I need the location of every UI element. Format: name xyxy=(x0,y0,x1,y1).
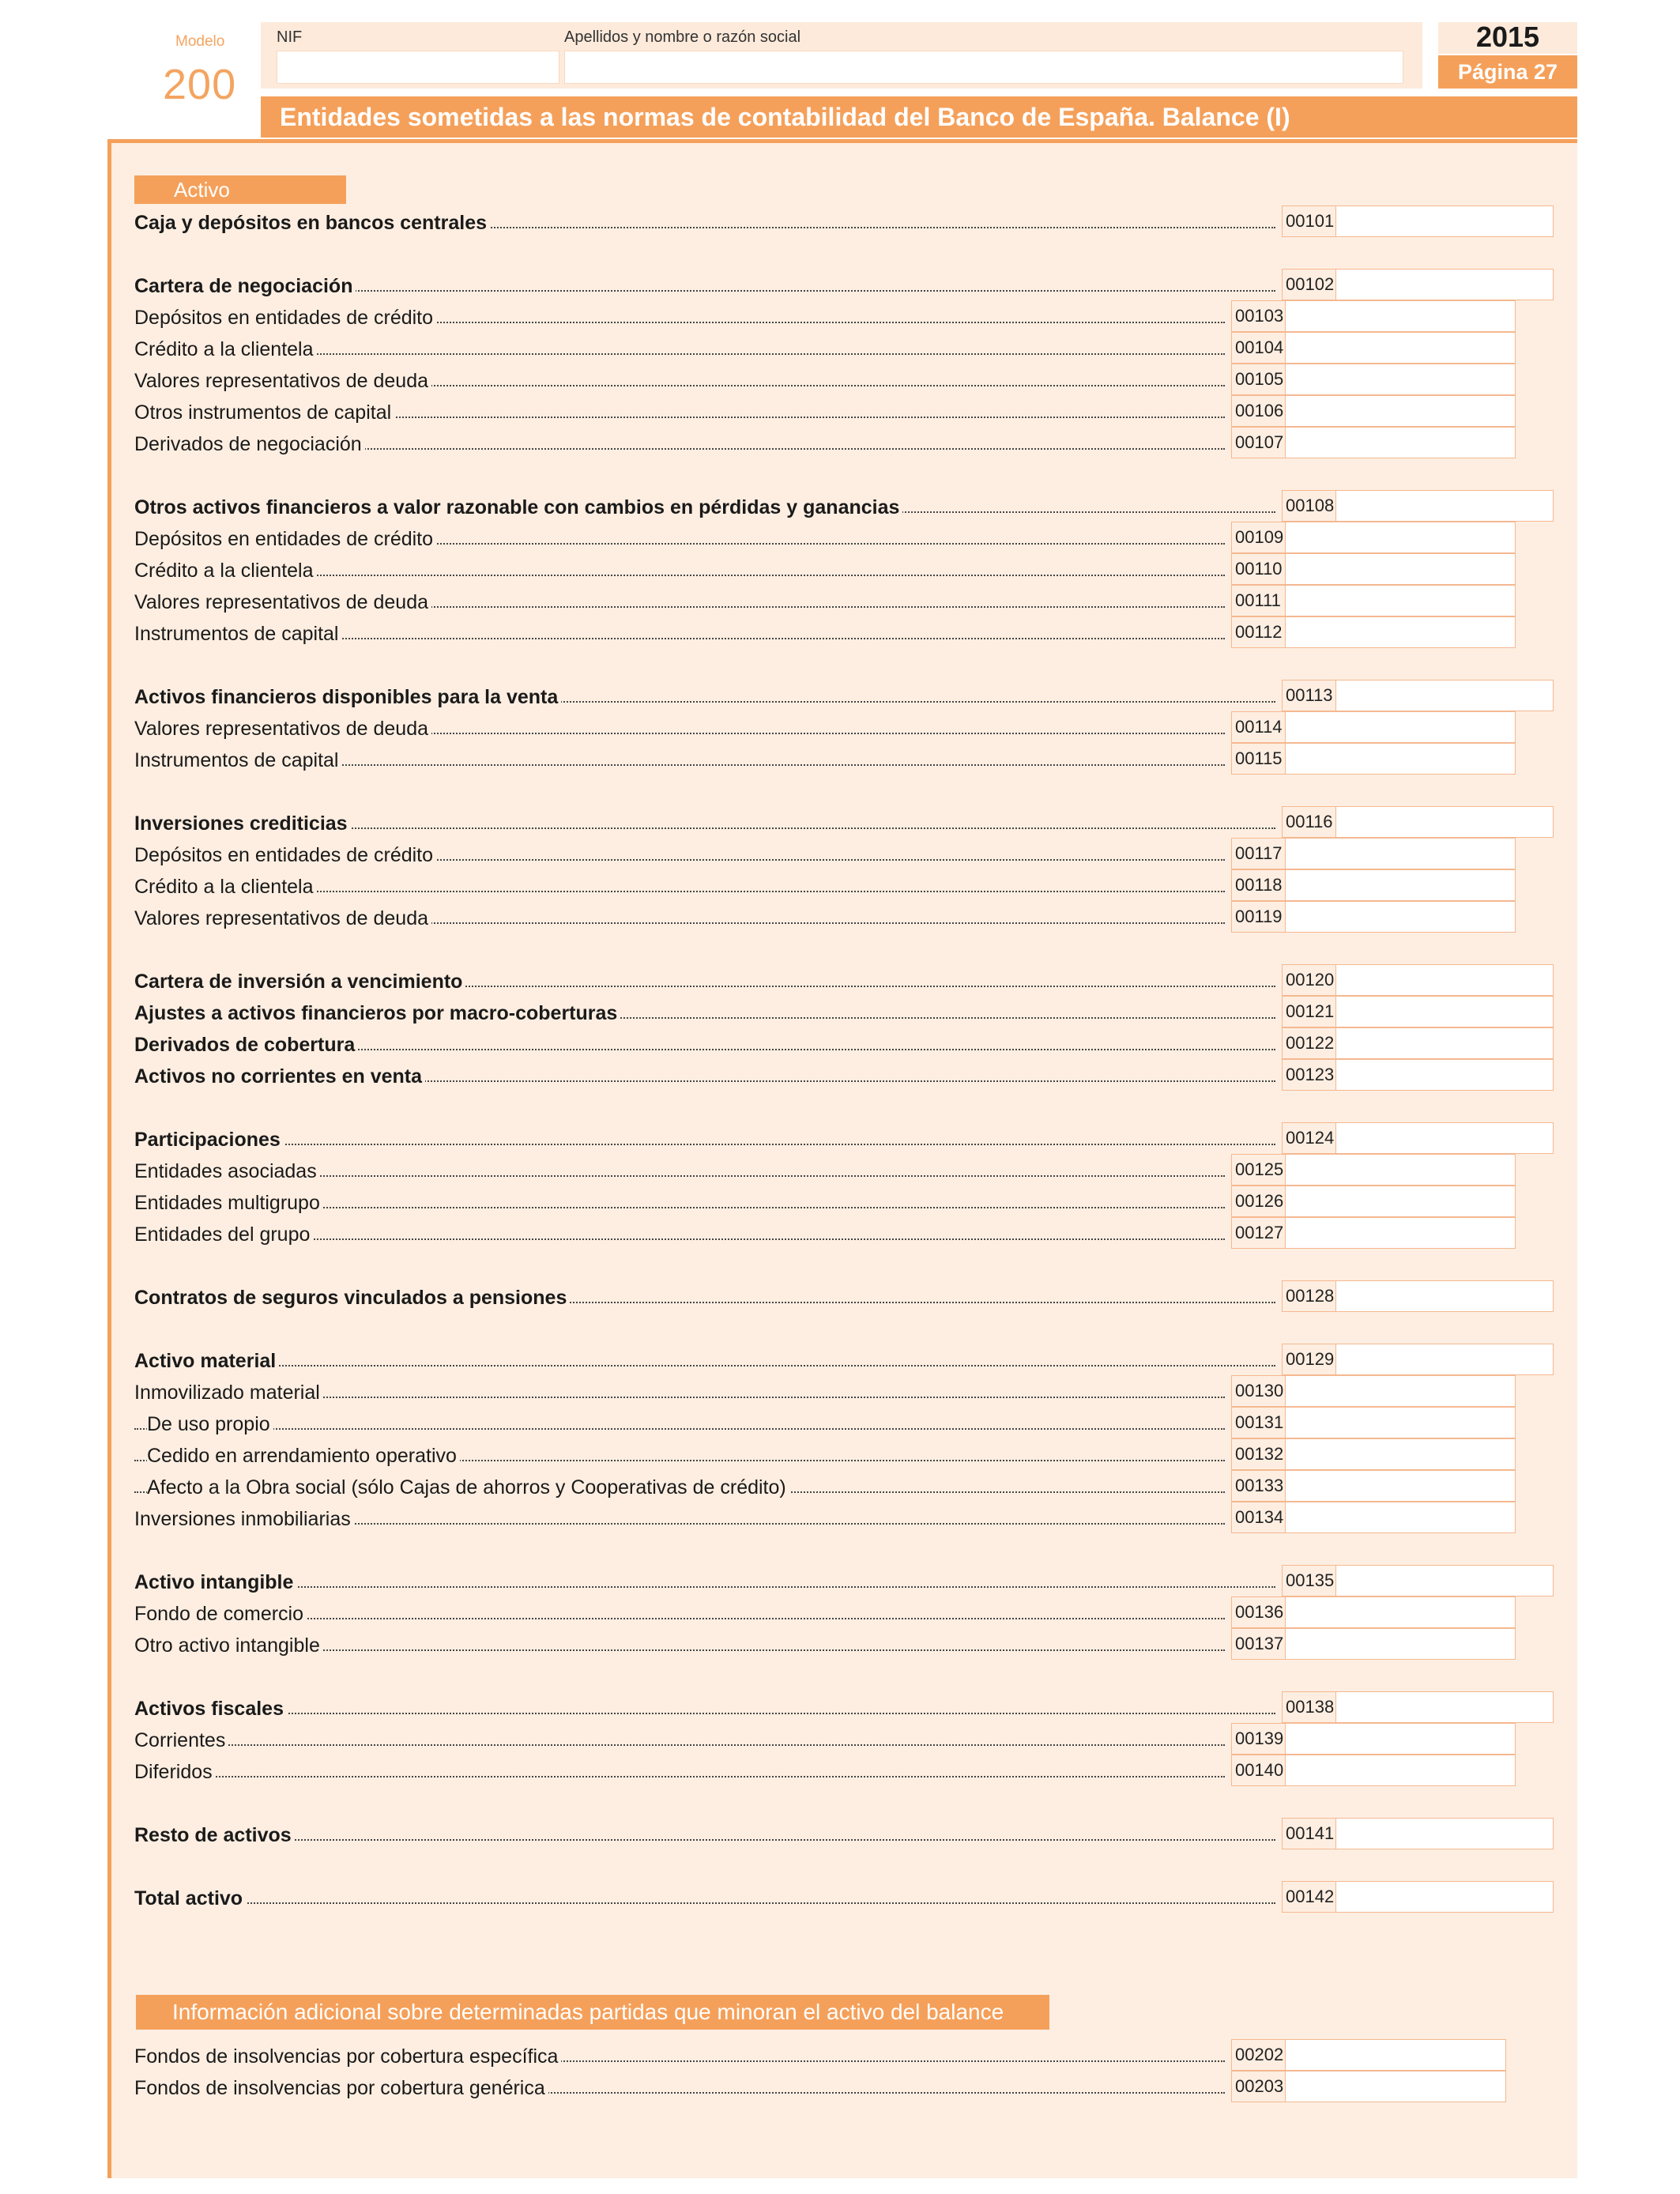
form-row xyxy=(134,714,1225,745)
form-row xyxy=(134,1062,1275,1092)
row-label: Otro activo intangible xyxy=(134,1634,323,1657)
name-label: Apellidos y nombre o razón social xyxy=(564,28,801,46)
row-label: Cartera de negociación xyxy=(134,275,356,298)
field-code: 00108 xyxy=(1283,491,1336,521)
amount-field[interactable] xyxy=(1282,680,1554,711)
form-row xyxy=(134,809,1275,839)
field-code: 00128 xyxy=(1283,1281,1336,1311)
amount-field[interactable] xyxy=(1282,996,1554,1027)
amount-field[interactable] xyxy=(1282,1344,1554,1375)
form-row xyxy=(134,1031,1275,1061)
amount-field[interactable] xyxy=(1231,1375,1516,1407)
field-code: 00127 xyxy=(1232,1218,1286,1248)
form-row xyxy=(134,683,1275,713)
row-label: Resto de activos xyxy=(134,1824,295,1847)
leader-dots xyxy=(134,1901,1275,1904)
form-row xyxy=(134,367,1225,397)
amount-field[interactable] xyxy=(1231,1723,1516,1755)
form-row xyxy=(134,1125,1275,1155)
amount-field[interactable] xyxy=(1231,711,1516,743)
field-code: 00121 xyxy=(1283,997,1336,1027)
field-code: 00103 xyxy=(1232,301,1286,331)
amount-field[interactable] xyxy=(1231,2071,1506,2102)
row-label: Valores representativos de deuda xyxy=(134,907,431,930)
amount-field[interactable] xyxy=(1282,205,1554,237)
field-code: 00131 xyxy=(1232,1408,1286,1438)
field-code: 00124 xyxy=(1283,1123,1336,1153)
leader-dots xyxy=(134,1427,1225,1430)
field-code: 00202 xyxy=(1232,2040,1286,2070)
row-label: Depósitos en entidades de crédito xyxy=(134,307,436,330)
amount-field[interactable] xyxy=(1282,490,1554,522)
form-row xyxy=(134,1473,1225,1503)
field-code: 00109 xyxy=(1232,522,1286,552)
form-row xyxy=(134,1695,1275,1725)
amount-field[interactable] xyxy=(1231,395,1516,427)
form-row xyxy=(134,746,1225,776)
amount-field[interactable] xyxy=(1231,1596,1516,1628)
row-label: Activos fiscales xyxy=(134,1698,287,1721)
row-label: Fondos de insolvencias por cobertura específica xyxy=(134,2045,561,2068)
amount-field[interactable] xyxy=(1231,427,1516,458)
row-label: Instrumentos de capital xyxy=(134,749,341,772)
amount-field[interactable] xyxy=(1282,1027,1554,1059)
row-label: Crédito a la clientela xyxy=(134,876,317,899)
form-row xyxy=(134,1568,1275,1598)
row-label: Depósitos en entidades de crédito xyxy=(134,528,436,551)
amount-field[interactable] xyxy=(1231,1438,1516,1470)
amount-field[interactable] xyxy=(1282,269,1554,300)
row-label: Activo intangible xyxy=(134,1571,296,1594)
amount-field[interactable] xyxy=(1231,1755,1516,1786)
form-row xyxy=(134,2074,1225,2104)
field-code: 00134 xyxy=(1232,1502,1286,1532)
amount-field[interactable] xyxy=(1231,585,1516,616)
form-row xyxy=(134,209,1275,239)
row-label: Inmovilizado material xyxy=(134,1382,323,1404)
form-row xyxy=(134,1505,1225,1535)
row-label: Crédito a la clientela xyxy=(134,338,317,361)
section-info: Información adicional sobre determinadas partidas que minoran el activo del balance xyxy=(136,1995,1049,2030)
field-code: 00126 xyxy=(1232,1186,1286,1216)
row-label: Total activo xyxy=(134,1887,246,1910)
form-row xyxy=(134,588,1225,618)
row-label: Valores representativos de deuda xyxy=(134,718,431,741)
amount-field[interactable] xyxy=(1231,838,1516,869)
form-row xyxy=(134,873,1225,903)
section-activo: Activo xyxy=(134,175,346,204)
form-row xyxy=(134,1442,1225,1472)
form-row xyxy=(134,904,1225,934)
row-label: Activos financieros disponibles para la venta xyxy=(134,686,561,709)
row-label: Entidades asociadas xyxy=(134,1160,320,1183)
nif-input[interactable] xyxy=(277,51,559,84)
field-code: 00101 xyxy=(1283,206,1336,236)
leader-dots xyxy=(134,1711,1275,1714)
amount-field[interactable] xyxy=(1231,1186,1516,1217)
row-label: Entidades multigrupo xyxy=(134,1192,323,1215)
form-row xyxy=(134,430,1225,460)
row-label: Entidades del grupo xyxy=(134,1223,313,1246)
field-code: 00114 xyxy=(1232,712,1286,742)
field-code: 00110 xyxy=(1232,554,1286,584)
amount-field[interactable] xyxy=(1231,522,1516,553)
row-label: Depósitos en entidades de crédito xyxy=(134,844,436,867)
amount-field[interactable] xyxy=(1231,1154,1516,1186)
row-label: Diferidos xyxy=(134,1761,216,1784)
field-code: 00116 xyxy=(1283,807,1336,837)
row-label: Inversiones crediticias xyxy=(134,812,351,835)
leader-dots xyxy=(134,1142,1275,1145)
leader-dots xyxy=(134,1585,1275,1588)
field-code: 00102 xyxy=(1283,270,1336,300)
row-label: Inversiones inmobiliarias xyxy=(134,1508,354,1531)
name-input[interactable] xyxy=(564,51,1403,84)
form-row xyxy=(134,398,1225,428)
page-number: Página 27 xyxy=(1438,55,1577,89)
field-code: 00136 xyxy=(1232,1597,1286,1627)
row-label: Otros activos financieros a valor razonable con cambios en pérdidas y ganancias xyxy=(134,496,902,519)
form-row xyxy=(134,335,1225,365)
field-code: 00119 xyxy=(1232,902,1286,932)
nif-label: NIF xyxy=(277,28,303,46)
form-row xyxy=(134,1347,1275,1377)
amount-field[interactable] xyxy=(1231,364,1516,395)
row-label: Cedido en arrendamiento operativo xyxy=(147,1445,460,1468)
form-row xyxy=(134,1600,1225,1630)
amount-field[interactable] xyxy=(1282,1059,1554,1091)
field-code: 00111 xyxy=(1232,586,1286,616)
page-title: Entidades sometidas a las normas de contabilidad del Banco de España. Balance (I) xyxy=(261,96,1577,138)
amount-field[interactable] xyxy=(1231,1502,1516,1533)
form-row xyxy=(134,493,1275,523)
modelo-number: 200 xyxy=(163,61,237,108)
form-row xyxy=(134,1378,1225,1408)
row-label: De uso propio xyxy=(147,1413,273,1436)
amount-field[interactable] xyxy=(1282,1122,1554,1154)
field-code: 00138 xyxy=(1283,1692,1336,1722)
row-label: Valores representativos de deuda xyxy=(134,591,431,614)
form-row xyxy=(134,1157,1225,1187)
field-code: 00118 xyxy=(1232,870,1286,900)
field-code: 00104 xyxy=(1232,333,1286,363)
row-label: Fondo de comercio xyxy=(134,1603,307,1626)
form-row xyxy=(134,620,1225,650)
leader-dots xyxy=(134,1363,1275,1367)
field-code: 00122 xyxy=(1283,1028,1336,1058)
amount-field[interactable] xyxy=(1282,806,1554,838)
form-row xyxy=(134,1821,1275,1851)
field-code: 00129 xyxy=(1283,1344,1336,1374)
field-code: 00130 xyxy=(1232,1376,1286,1406)
amount-field[interactable] xyxy=(1282,1280,1554,1312)
amount-field[interactable] xyxy=(1231,869,1516,901)
field-code: 00120 xyxy=(1283,965,1336,995)
leader-dots xyxy=(134,1838,1275,1841)
field-code: 00115 xyxy=(1232,744,1286,774)
row-label: Caja y depósitos en bancos centrales xyxy=(134,212,490,235)
amount-field[interactable] xyxy=(1231,1628,1516,1660)
row-label: Derivados de negociación xyxy=(134,433,365,456)
amount-field[interactable] xyxy=(1231,300,1516,332)
row-label: Activo material xyxy=(134,1350,279,1373)
field-code: 00112 xyxy=(1232,617,1286,647)
form-row xyxy=(134,1758,1225,1788)
field-code: 00139 xyxy=(1232,1724,1286,1754)
row-label: Corrientes xyxy=(134,1729,228,1752)
row-label: Valores representativos de deuda xyxy=(134,370,431,393)
form-row xyxy=(134,1884,1275,1914)
amount-field[interactable] xyxy=(1231,901,1516,933)
row-label: Activos no corrientes en venta xyxy=(134,1065,425,1088)
amount-field[interactable] xyxy=(1231,553,1516,585)
form-row xyxy=(134,841,1225,871)
form-row xyxy=(134,1726,1225,1756)
form-row xyxy=(134,999,1275,1029)
row-label: Fondos de insolvencias por cobertura genérica xyxy=(134,2077,548,2100)
row-label: Contratos de seguros vinculados a pensiones xyxy=(134,1287,570,1310)
amount-field[interactable] xyxy=(1231,1407,1516,1438)
field-code: 00107 xyxy=(1232,428,1286,458)
row-label: Instrumentos de capital xyxy=(134,623,341,646)
field-code: 00137 xyxy=(1232,1629,1286,1659)
field-code: 00141 xyxy=(1283,1819,1336,1849)
form-row xyxy=(134,2042,1225,2072)
row-label: Derivados de cobertura xyxy=(134,1034,358,1057)
row-label: Crédito a la clientela xyxy=(134,560,317,582)
row-label: Otros instrumentos de capital xyxy=(134,401,394,424)
amount-field[interactable] xyxy=(1282,1818,1554,1849)
field-code: 00140 xyxy=(1232,1755,1286,1785)
amount-field[interactable] xyxy=(1282,1691,1554,1723)
form-row xyxy=(134,1631,1225,1661)
row-label: Afecto a la Obra social (sólo Cajas de ahorros y Cooperativas de crédito) xyxy=(147,1476,789,1499)
field-code: 00105 xyxy=(1232,364,1286,394)
form-row xyxy=(134,525,1225,555)
form-row xyxy=(134,1189,1225,1219)
form-row xyxy=(134,967,1275,997)
form-row xyxy=(134,556,1225,586)
field-code: 00133 xyxy=(1232,1471,1286,1501)
amount-field[interactable] xyxy=(1231,1217,1516,1249)
identification-panel xyxy=(261,22,1422,89)
field-code: 00125 xyxy=(1232,1155,1286,1185)
row-label: Participaciones xyxy=(134,1129,284,1152)
form-row xyxy=(134,1410,1225,1440)
amount-field[interactable] xyxy=(1282,1565,1554,1596)
year: 2015 xyxy=(1475,21,1540,53)
field-code: 00113 xyxy=(1283,680,1336,711)
field-code: 00106 xyxy=(1232,396,1286,426)
form-row xyxy=(134,272,1275,302)
modelo-block xyxy=(126,22,269,109)
amount-field[interactable] xyxy=(1231,2039,1506,2071)
form-row xyxy=(134,303,1225,334)
amount-field[interactable] xyxy=(1282,964,1554,996)
leader-dots xyxy=(134,1774,1225,1777)
leader-dots xyxy=(134,1743,1225,1746)
amount-field[interactable] xyxy=(1282,1881,1554,1913)
field-code: 00132 xyxy=(1232,1439,1286,1469)
form-row xyxy=(134,1284,1275,1314)
field-code: 00123 xyxy=(1283,1060,1336,1090)
field-code: 00117 xyxy=(1232,839,1286,869)
row-label: Cartera de inversión a vencimiento xyxy=(134,971,465,993)
modelo-label: Modelo xyxy=(175,33,225,50)
field-code: 00142 xyxy=(1283,1882,1336,1912)
amount-field[interactable] xyxy=(1231,1470,1516,1502)
amount-field[interactable] xyxy=(1231,616,1516,648)
amount-field[interactable] xyxy=(1231,743,1516,775)
row-label: Ajustes a activos financieros por macro-coberturas xyxy=(134,1002,620,1025)
form-row xyxy=(134,1220,1225,1250)
amount-field[interactable] xyxy=(1231,332,1516,364)
field-code: 00203 xyxy=(1232,2071,1286,2102)
field-code: 00135 xyxy=(1283,1566,1336,1596)
